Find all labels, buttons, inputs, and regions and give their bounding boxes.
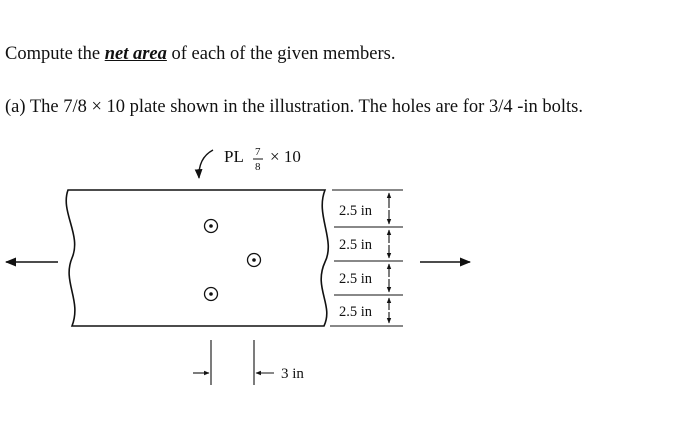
bolt-hole — [248, 254, 261, 267]
spacing-label: 2.5 in — [339, 304, 373, 320]
intro-suffix: of each of the given members. — [166, 44, 396, 64]
plate-label-leader — [199, 150, 213, 178]
plate-label-suffix: × 10 — [270, 147, 301, 166]
stagger-label: 3 in — [281, 366, 304, 382]
bolt-hole — [205, 288, 218, 301]
spacing-label: 2.5 in — [339, 203, 373, 219]
bolt-hole — [205, 220, 218, 233]
spacing-label: 2.5 in — [339, 237, 373, 253]
stagger-dimension — [193, 340, 274, 385]
spacing-label: 2.5 in — [339, 271, 373, 287]
steel-plate — [66, 190, 328, 326]
net-area-emphasis: net area — [104, 44, 167, 64]
plate-fraction-numerator: 7 — [255, 146, 261, 158]
part-a-statement: (a) The 7/8 × 10 plate shown in the illustration. The holes are for 3/4 -in bolts. — [5, 97, 583, 117]
plate-label-prefix: PL — [224, 147, 244, 166]
intro-prefix: Compute the — [5, 44, 105, 64]
plate-fraction-denominator: 8 — [255, 161, 261, 173]
